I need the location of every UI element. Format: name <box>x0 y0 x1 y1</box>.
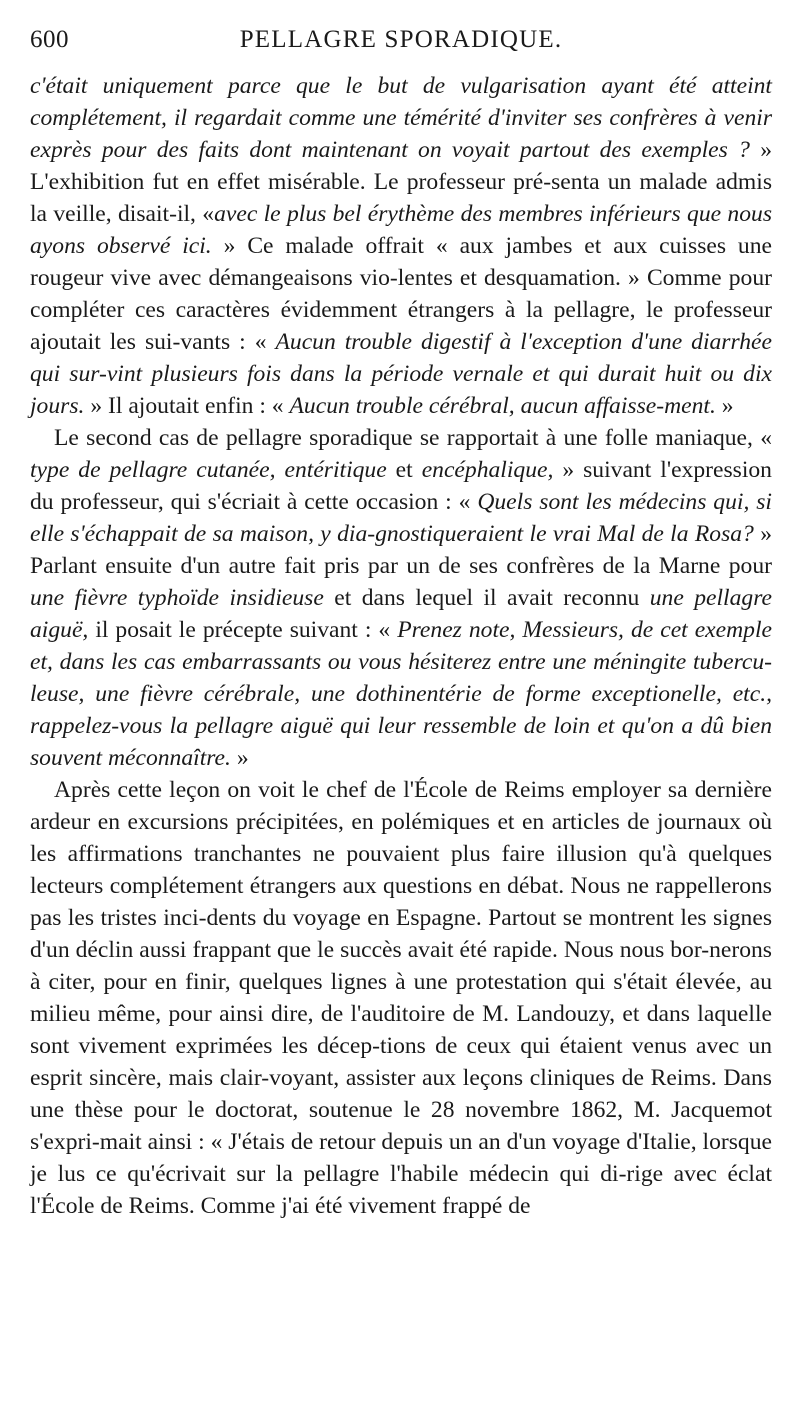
text-run: » Ce malade offrait « aux jambes et aux cuisses une rougeur vive avec démangeaisons vio-lentes et desquamation. » Comme pour compléter ces caractères évidemment étrangers à la pellagre, le professeur ajoutait les sui-vants : « <box>30 233 772 355</box>
text-run: Après cette leçon on voit le chef de l'École de Reims employer sa dernière ardeur en excursions précipitées, en polémiques et en articles de journaux où les affirmations tranchantes ne pouvaient plus faire illusion qu'à quelques lecteurs complétement étrangers aux questions en débat. Nous ne rappellerons pas les tristes inci-dents du voyage en Espagne. Partout se montrent les signes d'un déclin aussi frappant que le succès avait été rapide. Nous nous bor-nerons à citer, pour en finir, quelques lignes à une protestation qui s'était élevée, au milieu même, pour ainsi dire, de l'auditoire de M. Landouzy, et dans laquelle sont vivement exprimées les décep-tions de ceux qui étaient venus avec un esprit sincère, mais clair-voyant, assister aux leçons cliniques de Reims. Dans une thèse pour le doctorat, soutenue le 28 novembre 1862, M. Jacquemot s'expri-mait ainsi : « J'étais de retour depuis un an d'un voyage d'Italie, lorsque je lus ce qu'écrivait sur la pellagre l'habile médecin qui di-rige avec éclat l'École de Reims. Comme j'ai été vivement frappé de <box>30 777 772 1219</box>
italic-run: encéphalique, <box>421 457 554 483</box>
italic-run: une fièvre typhoïde insidieuse <box>30 585 324 611</box>
text-run: et dans lequel il avait reconnu <box>323 585 650 611</box>
italic-run: Prenez note, Messieurs, de cet exemple et, dans les cas embarrassants ou vous hésiterez entre une méningite tubercu-leuse, une fièvre cérébrale, une dothinentérie de forme exceptionelle, etc., rappelez-vous la pellagre aiguë qui leur ressemble de loin et qu'on a dû bien souvent méconnaître. <box>30 617 772 771</box>
italic-run: Aucun trouble cérébral, aucun affaisse-ment. <box>289 393 716 419</box>
italic-run: c'était uniquement parce que le but de vulgarisation ayant été atteint complétement, il regardait comme une témérité d'inviter ses confrères à venir exprès pour des faits dont maintenant on voyait partout des exemples ? <box>30 73 772 163</box>
book-page <box>30 26 772 1386</box>
text-run: » suivant l'expression du professeur, qui s'écriait à cette occasion : « <box>30 457 772 515</box>
text-run: » <box>715 393 734 419</box>
running-title: PELLAGRE SPORADIQUE. <box>239 26 563 53</box>
italic-run: type de pellagre cutanée, entéritique <box>30 457 387 483</box>
page-number: 600 <box>30 26 69 53</box>
italic-run: Quels sont les médecins qui, si elle s'échappait de sa maison, y dia-gnostiqueraient le vrai Mal de la Rosa? <box>30 489 772 547</box>
paragraph-1 <box>30 70 772 422</box>
text-run: » Il ajoutait enfin : « <box>84 393 290 419</box>
text-run: Le second cas de pellagre sporadique se rapportait à une folle maniaque, « <box>54 425 772 451</box>
text-run: et <box>386 457 422 483</box>
italic-run: avec le plus bel érythème des membres inférieurs que nous ayons observé ici. <box>30 201 772 259</box>
text-run: » Parlant ensuite d'un autre fait pris par un de ses confrères de la Marne pour <box>30 521 772 579</box>
italic-run: une pellagre aiguë, <box>30 585 772 643</box>
text-run: » <box>230 745 249 771</box>
running-header <box>30 26 772 70</box>
text-run: il posait le précepte suivant : « <box>88 617 398 643</box>
italic-run: Aucun trouble digestif à l'exception d'une diarrhée qui sur-vint plusieurs fois dans la période vernale et qui durait huit ou dix jours. <box>30 329 772 419</box>
text-run: » L'exhibition fut en effet misérable. Le professeur pré-senta un malade admis la veille, disait-il, « <box>30 137 772 227</box>
paragraph-2 <box>30 422 772 774</box>
paragraph-3 <box>30 774 772 1222</box>
body-text <box>30 70 772 1222</box>
